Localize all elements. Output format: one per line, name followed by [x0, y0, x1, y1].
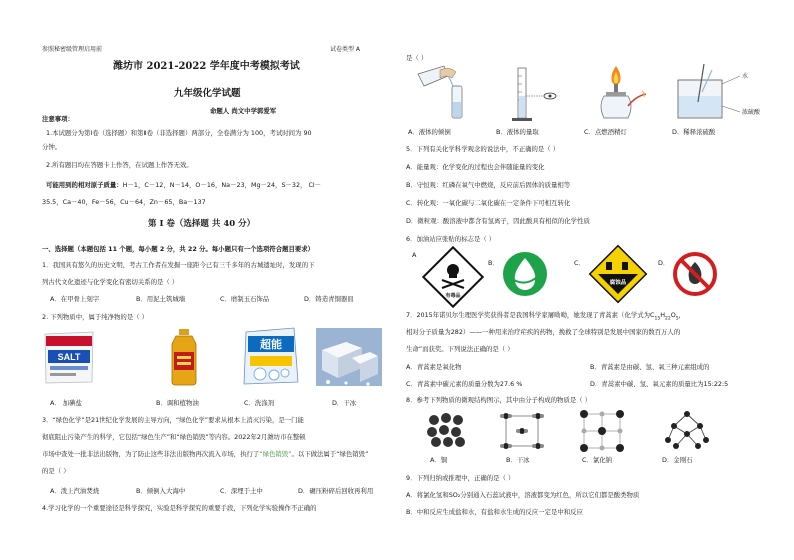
q8-option-b: B．干冰 [506, 456, 530, 464]
q1-option-d: D．铸造青铜器皿 [304, 295, 354, 303]
atomic-mass-label: 可能用到的相对原子质量： [46, 181, 123, 189]
q3-line-3: 市场中查处一批非法出版物，为了防止这些非法出版物再次流入市场，执行了“绿色销毁”。以下做法属于“绿色销毁” [42, 450, 369, 458]
q7-option-c: C．青蒿素中碳元素的质量分数为27.6 % [406, 380, 523, 388]
q7-line-3: 生命”而获奖。下列说法正确的是（ ） [406, 345, 514, 353]
q8-option-a: A．铜 [430, 456, 448, 464]
alcohol-lamp-image [582, 62, 652, 122]
q3-option-c: C．深埋于土中 [220, 487, 263, 495]
q1-stem-cont: 列古代文化遗迹与化学变化有密切关系的是（ ） [42, 278, 179, 286]
q3-line-1: 3．“绿色化学”是21世纪化学发展的主导方向，“绿色化学”要求从根本上消灭污染，是一门能 [42, 416, 304, 424]
notice-item-1-cont: 分钟。 [42, 143, 62, 151]
notice-item-1: 1.本试题分为第Ⅰ卷（选择题）和第Ⅱ卷（非选择题）两部分，全卷满分为 100，考试时间为 90 [46, 129, 312, 137]
no-fire-sign-image [670, 250, 720, 298]
q4-stem: 4.学习化学的一个重要途径是科学探究，实验是科学探究的重要手段，下列化学实验操作不正确的 [42, 504, 317, 512]
iodized-salt-image [42, 328, 96, 386]
q2-option-a: A． 加碘盐 [50, 399, 82, 407]
q1-option-a: A．在甲骨上刻字 [50, 295, 100, 303]
q1-stem: 1．我国具有悠久的历史文明，考古工作者在发掘一座距今已有三千多年的古城遗址时，发现的下 [42, 261, 315, 269]
paper-type-tag: 试卷类型 A [330, 46, 361, 53]
q1-option-b: B．用泥土筑城墙 [136, 295, 186, 303]
q4-option-a: A．液体的倾倒 [408, 128, 451, 136]
dry-ice-image [316, 328, 382, 386]
notice-item-2: 2.所有题目均在答题卡上作答，在试题上作答无效。 [46, 161, 193, 169]
q9-option-b: B．中和反应生成盐和水，有盐和水生成的反应一定是中和反应 [406, 508, 583, 516]
q9-stem: 9．下列归纳或推理中，正确的是（ ） [406, 474, 515, 482]
detergent-image [240, 326, 302, 386]
q7-option-a: A．青蒿素是氧化物 [406, 363, 462, 371]
q3-option-a: A．泼上汽油焚烧 [50, 487, 100, 495]
q2-option-c: C．洗涤剂 [244, 399, 275, 407]
q3-option-b: B．倾倒入大海中 [136, 487, 186, 495]
q4-option-c: C．点燃酒精灯 [584, 128, 627, 136]
q3-line-2: 彻底阻止污染产生的科学，它包括“绿色生产”和“绿色销毁”等内容。2022年2月潍坊市在整顿 [42, 433, 306, 441]
q6-option-b: B． [488, 259, 499, 267]
dilute-acid-image [664, 62, 768, 122]
atomic-mass-line [46, 180, 321, 191]
dry-ice-structure-image [498, 408, 550, 454]
atomic-mass-line-2: 35.5，Ca－40，Fe－56，Cu－64，Zn－65，Ba－137 [42, 198, 206, 206]
q1-option-c: C．磨制玉石饰品 [220, 295, 270, 303]
q6-option-a: A [412, 251, 417, 259]
q8-stem: 8．参考下列物质的微观结构图示，其中由分子构成的物质是（ ） [406, 396, 592, 404]
salt-bag-label: SALT [57, 352, 81, 362]
notice-heading: 注意事项： [42, 115, 74, 123]
q4-option-d: D．稀释浓硫酸 [672, 128, 716, 136]
q5-option-c: C．转化观：一氧化碳与二氧化碳在一定条件下可相互转化 [406, 199, 571, 207]
q4-stem-cont: 是（ ） [406, 54, 428, 62]
measuring-liquid-image [504, 66, 564, 122]
q9-option-a: A．将氯化氢和SO₂分别通入石蕊试液中，溶液都变为红色，所以它们都是酸类物质 [406, 491, 640, 499]
page-title: 潍坊市 2021-2022 学年度中考模拟考试 [113, 61, 300, 72]
q4-option-b: B．液体的量取 [496, 128, 539, 136]
author-line: 命题人 尚文中学郭爱军 [210, 107, 277, 115]
sodium-chloride-structure-image [578, 408, 628, 454]
copper-structure-image [424, 410, 470, 450]
water-label: 水 [742, 73, 749, 80]
q7-option-b: B．青蒿素是由碳、氢、氧三种元素组成的 [590, 363, 710, 371]
q3-option-d: D．碾压粉碎后回收再利用 [298, 487, 374, 495]
q6-option-d: D． [658, 259, 670, 267]
corrosive-sign-image [588, 244, 648, 304]
toxic-sign-text: 有毒品 [445, 293, 461, 299]
q7-option-d: D．青蒿素中碳、氢、氧元素的质量比为15:22:5 [590, 380, 729, 388]
q5-option-d: D．微粒观：酸溶液中都含有氢离子，因此酸具有相似的化学性质 [406, 217, 590, 225]
q2-option-d: D．干冰 [332, 399, 357, 407]
q5-stem: 5．下列有关化学科学观念的说法中，不正确的是（ ） [406, 145, 560, 153]
page-subtitle: 九年级化学试题 [174, 88, 241, 99]
water-saving-sign-image [500, 250, 550, 298]
detergent-label: 超能 [260, 338, 282, 351]
toxic-sign-image [422, 246, 484, 308]
q5-option-a: A．能量观：化学变化的过程也会伴随能量的变化 [406, 163, 545, 171]
confidential-tag: 参照秘密级管理启用前 [42, 46, 103, 53]
acid-label: 浓硫酸 [742, 109, 761, 116]
q6-option-c: C． [574, 259, 585, 267]
q7-line-1: 7．2015年诺贝尔生理医学奖获得者是我国科学家屠呦呦，她发现了青蒿素（化学式为$C_{15}H_{22}O_5$， [406, 311, 686, 322]
pouring-liquid-image [414, 64, 478, 120]
part1-heading: 第 Ⅰ 卷（选择题 共 40 分） [148, 219, 256, 229]
q2-option-b: B．调和植物油 [156, 399, 199, 407]
q7-line-2: 相对分子质量为282）——一种用来治疗疟疾的药物，挽救了全球特别是发展中国家的数百万人的 [406, 328, 681, 336]
q6-stem: 6．加油站应张贴的标志是（ ） [406, 235, 496, 243]
q3-line-4: 的是（ ） [42, 467, 70, 475]
q5-option-b: B．守恒观：红磷在氧气中燃烧，反应前后固体的质量相等 [406, 181, 571, 189]
diamond-structure-image [662, 408, 712, 454]
section-instructions: 一、选择题（本题包括 11 个题，每小题 2 分，共 22 分。每小题只有一个选项符合题目要求） [42, 245, 315, 253]
cooking-oil-image [164, 328, 204, 386]
q2-stem: 2. 下列物质中，属于纯净物的是（ ） [42, 313, 149, 321]
q8-option-c: C．氯化钠 [582, 456, 613, 464]
atomic-mass-values: H－1，C－12，N－14，O－16，Na－23，Mg－24，S－32， Cl－ [122, 181, 322, 189]
corrosive-sign-text: 腐蚀品 [609, 280, 627, 286]
q8-option-d: D．金刚石 [662, 456, 693, 464]
